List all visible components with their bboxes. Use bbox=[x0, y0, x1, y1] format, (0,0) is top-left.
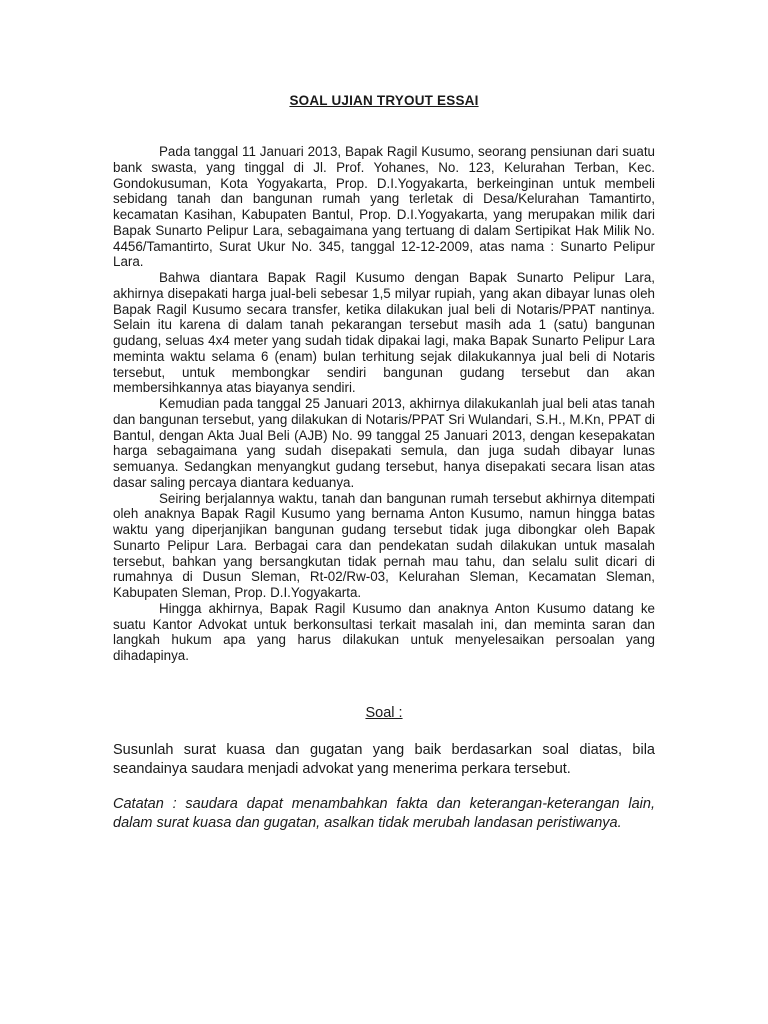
document-title: SOAL UJIAN TRYOUT ESSAI bbox=[289, 93, 479, 108]
case-description bbox=[113, 144, 655, 664]
paragraph-5: Hingga akhirnya, Bapak Ragil Kusumo dan anaknya Anton Kusumo datang ke suatu Kantor Advokat untuk berkonsultasi terkait masalah ini, dan meminta saran dan langkah hukum apa yang harus dilakukan untuk menyelesaikan persoalan yang dihadapinya. bbox=[113, 600, 655, 663]
paragraph-4: Seiring berjalannya waktu, tanah dan bangunan rumah tersebut akhirnya ditempati oleh anaknya Bapak Ragil Kusumo yang bernama Anton Kusumo, namun hingga batas waktu yang diperjanjikan bangunan gudang tersebut tidak juga dibongkar oleh Bapak Sunarto Pelipur Lara. Berbagai cara dan pendekatan sudah dilakukan untuk masalah tersebut, bahkan yang bersangkutan tidak pernah mau tahu, dan selalu sulit dicari di rumahnya di Dusun Sleman, Rt-02/Rw-03, Kelurahan Sleman, Kecamatan Sleman, Kabupaten Sleman, Prop. D.I.Yogyakarta. bbox=[113, 490, 655, 600]
question-note: Catatan : saudara dapat menambahkan fakta dan keterangan-keterangan lain, dalam surat kuasa dan gugatan, asalkan tidak merubah landasan peristiwanya. bbox=[113, 796, 655, 831]
paragraph-1: Pada tanggal 11 Januari 2013, Bapak Ragil Kusumo, seorang pensiunan dari suatu bank swasta, yang tinggal di Jl. Prof. Yohanes, No. 123, Kelurahan Terban, Kec. Gondokusuman, Kota Yogyakarta, Prop. D.I.Yogyakarta, berkeinginan untuk membeli sebidang tanah dan bangunan rumah yang terletak di Desa/Kelurahan Tamantirto, kecamatan Kasihan, Kabupaten Bantul, Prop. D.I.Yogyakarta, yang merupakan milik dari Bapak Sunarto Pelipur Lara, sebagaimana yang tertuang di dalam Sertipikat Hak Milik No. 4456/Tamantirto, Surat Ukur No. 345, tanggal 12-12-2009, atas nama : Sunarto Pelipur Lara. bbox=[113, 144, 655, 270]
question-instruction: Susunlah surat kuasa dan gugatan yang baik berdasarkan soal diatas, bila seandainya saudara menjadi advokat yang menerima perkara tersebut. bbox=[113, 742, 655, 777]
question-heading: Soal : bbox=[365, 705, 403, 721]
paragraph-3: Kemudian pada tanggal 25 Januari 2013, akhirnya dilakukanlah jual beli atas tanah dan bangunan tersebut, yang dilakukan di Notaris/PPAT Sri Wulandari, S.H., M.Kn, PPAT di Bantul, dengan Akta Jual Beli (AJB) No. 99 tanggal 25 Januari 2013, dengan kesepakatan harga sebagaimana yang sudah disepakati semula, dan juga sudah dibayar lunas semuanya. Sedangkan menyangkut gudang tersebut, hanya disepakati secara lisan atas dasar saling percaya diantara keduanya. bbox=[113, 396, 655, 490]
paragraph-2: Bahwa diantara Bapak Ragil Kusumo dengan Bapak Sunarto Pelipur Lara, akhirnya disepakati harga jual-beli sebesar 1,5 milyar rupiah, yang akan dibayar lunas oleh Bapak Ragil Kusumo secara transfer, ketika dilakukan jual beli di Notaris/PPAT nantinya. Selain itu karena di dalam tanah pekarangan tersebut masih ada 1 (satu) bangunan gudang, seluas 4x4 meter yang sudah tidak dipakai lagi, maka Bapak Sunarto Pelipur Lara meminta waktu selama 6 (enam) bulan terhitung sejak dilakukannya jual beli di Notaris tersebut, untuk membongkar sendiri bangunan gudang tersebut dan akan membersihkannya atas biayanya sendiri. bbox=[113, 270, 655, 396]
